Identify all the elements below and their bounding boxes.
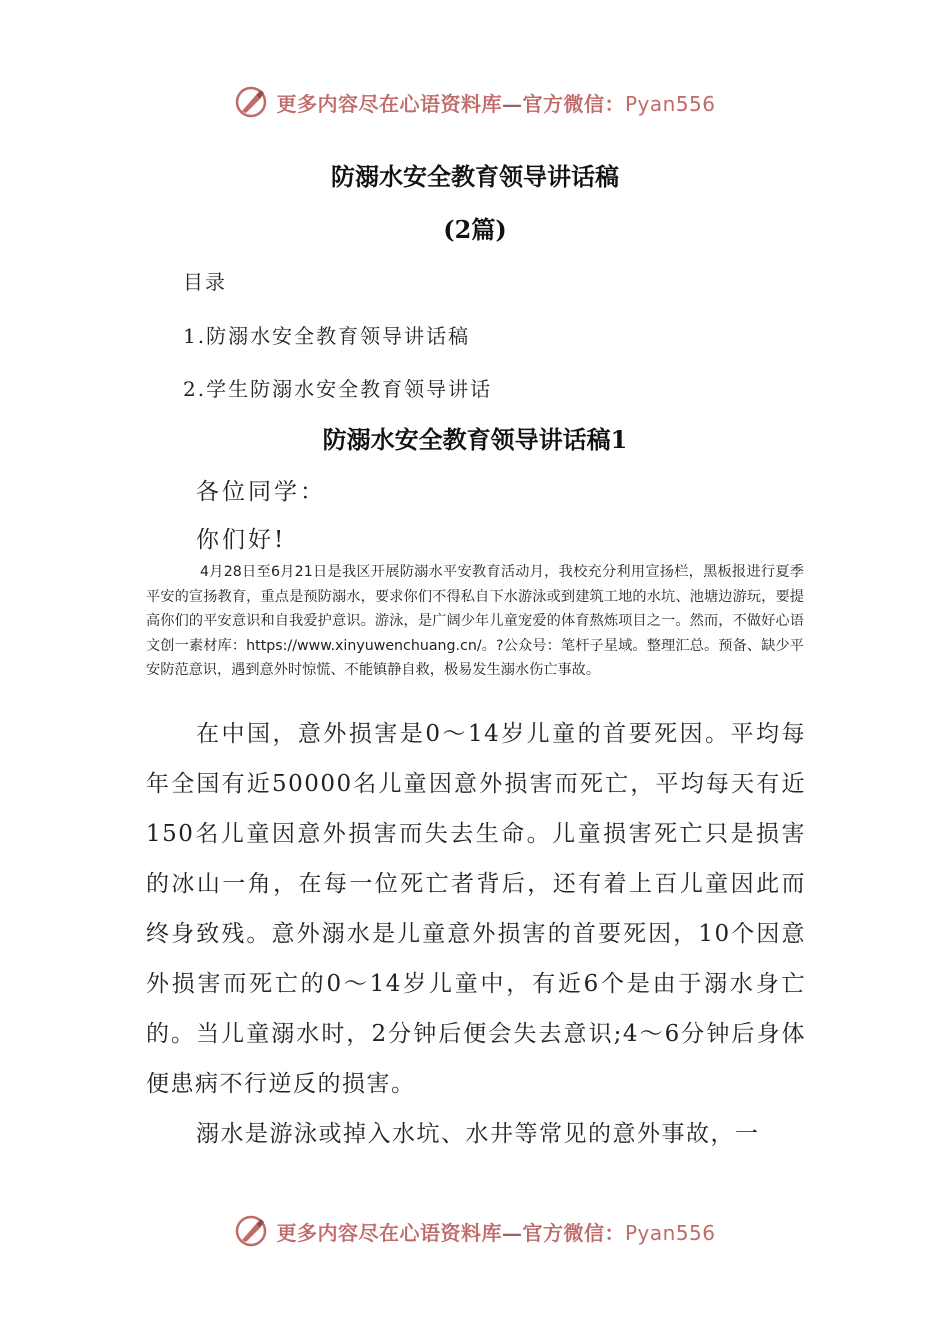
toc-item: 2.学生防溺水安全教育领导讲话 — [183, 377, 493, 401]
watermark-banner-bottom — [0, 1209, 950, 1253]
section-title: 防溺水安全教育领导讲话稿1 — [322, 425, 628, 454]
greeting-line: 你们好! — [196, 527, 287, 553]
document-title: 防溺水安全教育领导讲话稿 — [331, 162, 619, 191]
watermark-text: 更多内容尽在心语资料库—官方微信：Pyan556 — [276, 91, 716, 116]
watermark-banner-top — [0, 80, 950, 124]
watermark-text: 更多内容尽在心语资料库—官方微信：Pyan556 — [276, 1220, 716, 1245]
toc-item: 1.防溺水安全教育领导讲话稿 — [183, 324, 471, 348]
pen-nib-logo-icon — [234, 85, 268, 119]
toc-heading: 目录 — [183, 270, 227, 294]
body-paragraph: 溺水是游泳或掉入水坑、水井等常见的意外事故，一 — [196, 1121, 760, 1147]
pen-nib-logo-icon — [234, 1214, 268, 1248]
document-subtitle: (2篇) — [443, 215, 507, 244]
greeting-line: 各位同学： — [196, 479, 326, 505]
body-paragraph: 在中国，意外损害是0～14岁儿童的首要死因。平均每年全国有近50000名儿童因意外损害而死亡，平均每天有近150名儿童因意外损害而失去生命。儿童损害死亡只是损害的冰山一角，在每一位死亡者背后，还有着上百儿童因此而终身致残。意外溺水是儿童意外损害的首要死因，10个因意外损害而死亡的0～14岁儿童中，有近6个是由于溺水身亡的。当儿童溺水时，2分钟后便会失去意识;4～6分钟后身体便患病不行逆反的损害。 — [146, 721, 806, 1097]
small-print-paragraph: 4月28日至6月21日是我区开展防溺水平安教育活动月，我校充分利用宣扬栏，黑板报进行夏季平安的宣扬教育，重点是预防溺水，要求你们不得私自下水游泳或到建筑工地的水坑、池塘边游玩，要提高你们的平安意识和自我爱护意识。游泳，是广阔少年儿童宠爱的体育熬炼项目之一。然而，不做好心语文创一素材库：https://www.xinyuwenchuang.cn/。?公众号：笔杆子星域。整理汇总。预备、缺少平安防范意识，遇到意外时惊慌、不能镇静自救，极易发生溺水伤亡事故。 — [146, 564, 804, 678]
